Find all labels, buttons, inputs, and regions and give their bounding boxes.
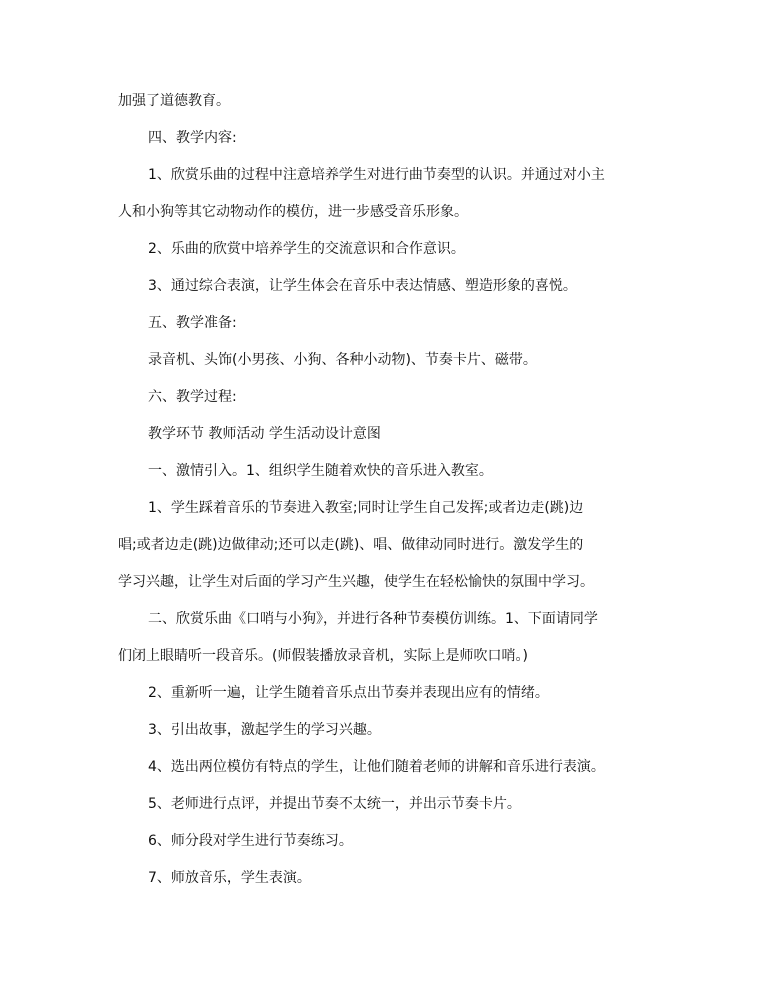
paragraph-line-13: 唱;或者边走(跳)边做律动;还可以走(跳)、唱、做律动同时进行。激发学生的 — [118, 537, 584, 553]
section-heading-process: 六、教学过程: — [148, 389, 237, 405]
paragraph-line-1: 加强了道德教育。 — [118, 93, 230, 109]
paragraph-line-5: 2、乐曲的欣赏中培养学生的交流意识和合作意识。 — [148, 241, 465, 257]
paragraph-line-16: 们闭上眼睛听一段音乐。(师假装播放录音机，实际上是师吹口哨。) — [118, 648, 528, 664]
paragraph-line-4: 人和小狗等其它动物动作的模仿，进一步感受音乐形象。 — [118, 204, 468, 220]
process-columns-heading: 教学环节 教师活动 学生活动设计意图 — [148, 426, 381, 442]
paragraph-line-8: 录音机、头饰(小男孩、小狗、各种小动物)、节奏卡片、磁带。 — [148, 352, 537, 368]
paragraph-line-19: 4、选出两位模仿有特点的学生，让他们随着老师的讲解和音乐进行表演。 — [148, 759, 605, 775]
paragraph-line-22: 7、师放音乐，学生表演。 — [148, 870, 311, 886]
paragraph-line-20: 5、老师进行点评，并提出节奏不太统一，并出示节奏卡片。 — [148, 796, 521, 812]
paragraph-line-12: 1、学生踩着音乐的节奏进入教室;同时让学生自己发挥;或者边走(跳)边 — [148, 500, 584, 516]
paragraph-line-21: 6、师分段对学生进行节奏练习。 — [148, 833, 353, 849]
paragraph-line-14: 学习兴趣，让学生对后面的学习产生兴趣，使学生在轻松愉快的氛围中学习。 — [118, 574, 594, 590]
paragraph-line-6: 3、通过综合表演，让学生体会在音乐中表达情感、塑造形象的喜悦。 — [148, 278, 577, 294]
paragraph-line-15: 二、欣赏乐曲《口哨与小狗》，并进行各种节奏模仿训练。1、下面请同学 — [148, 611, 598, 627]
section-heading-teaching-content: 四、教学内容: — [148, 130, 237, 146]
section-heading-preparation: 五、教学准备: — [148, 315, 237, 331]
paragraph-line-11: 一、激情引入。1、组织学生随着欢快的音乐进入教室。 — [148, 463, 493, 479]
paragraph-line-18: 3、引出故事，激起学生的学习兴趣。 — [148, 722, 381, 738]
paragraph-line-17: 2、重新听一遍，让学生随着音乐点出节奏并表现出应有的情绪。 — [148, 685, 549, 701]
paragraph-line-3: 1、欣赏乐曲的过程中注意培养学生对进行曲节奏型的认识。并通过对小主 — [148, 167, 605, 183]
